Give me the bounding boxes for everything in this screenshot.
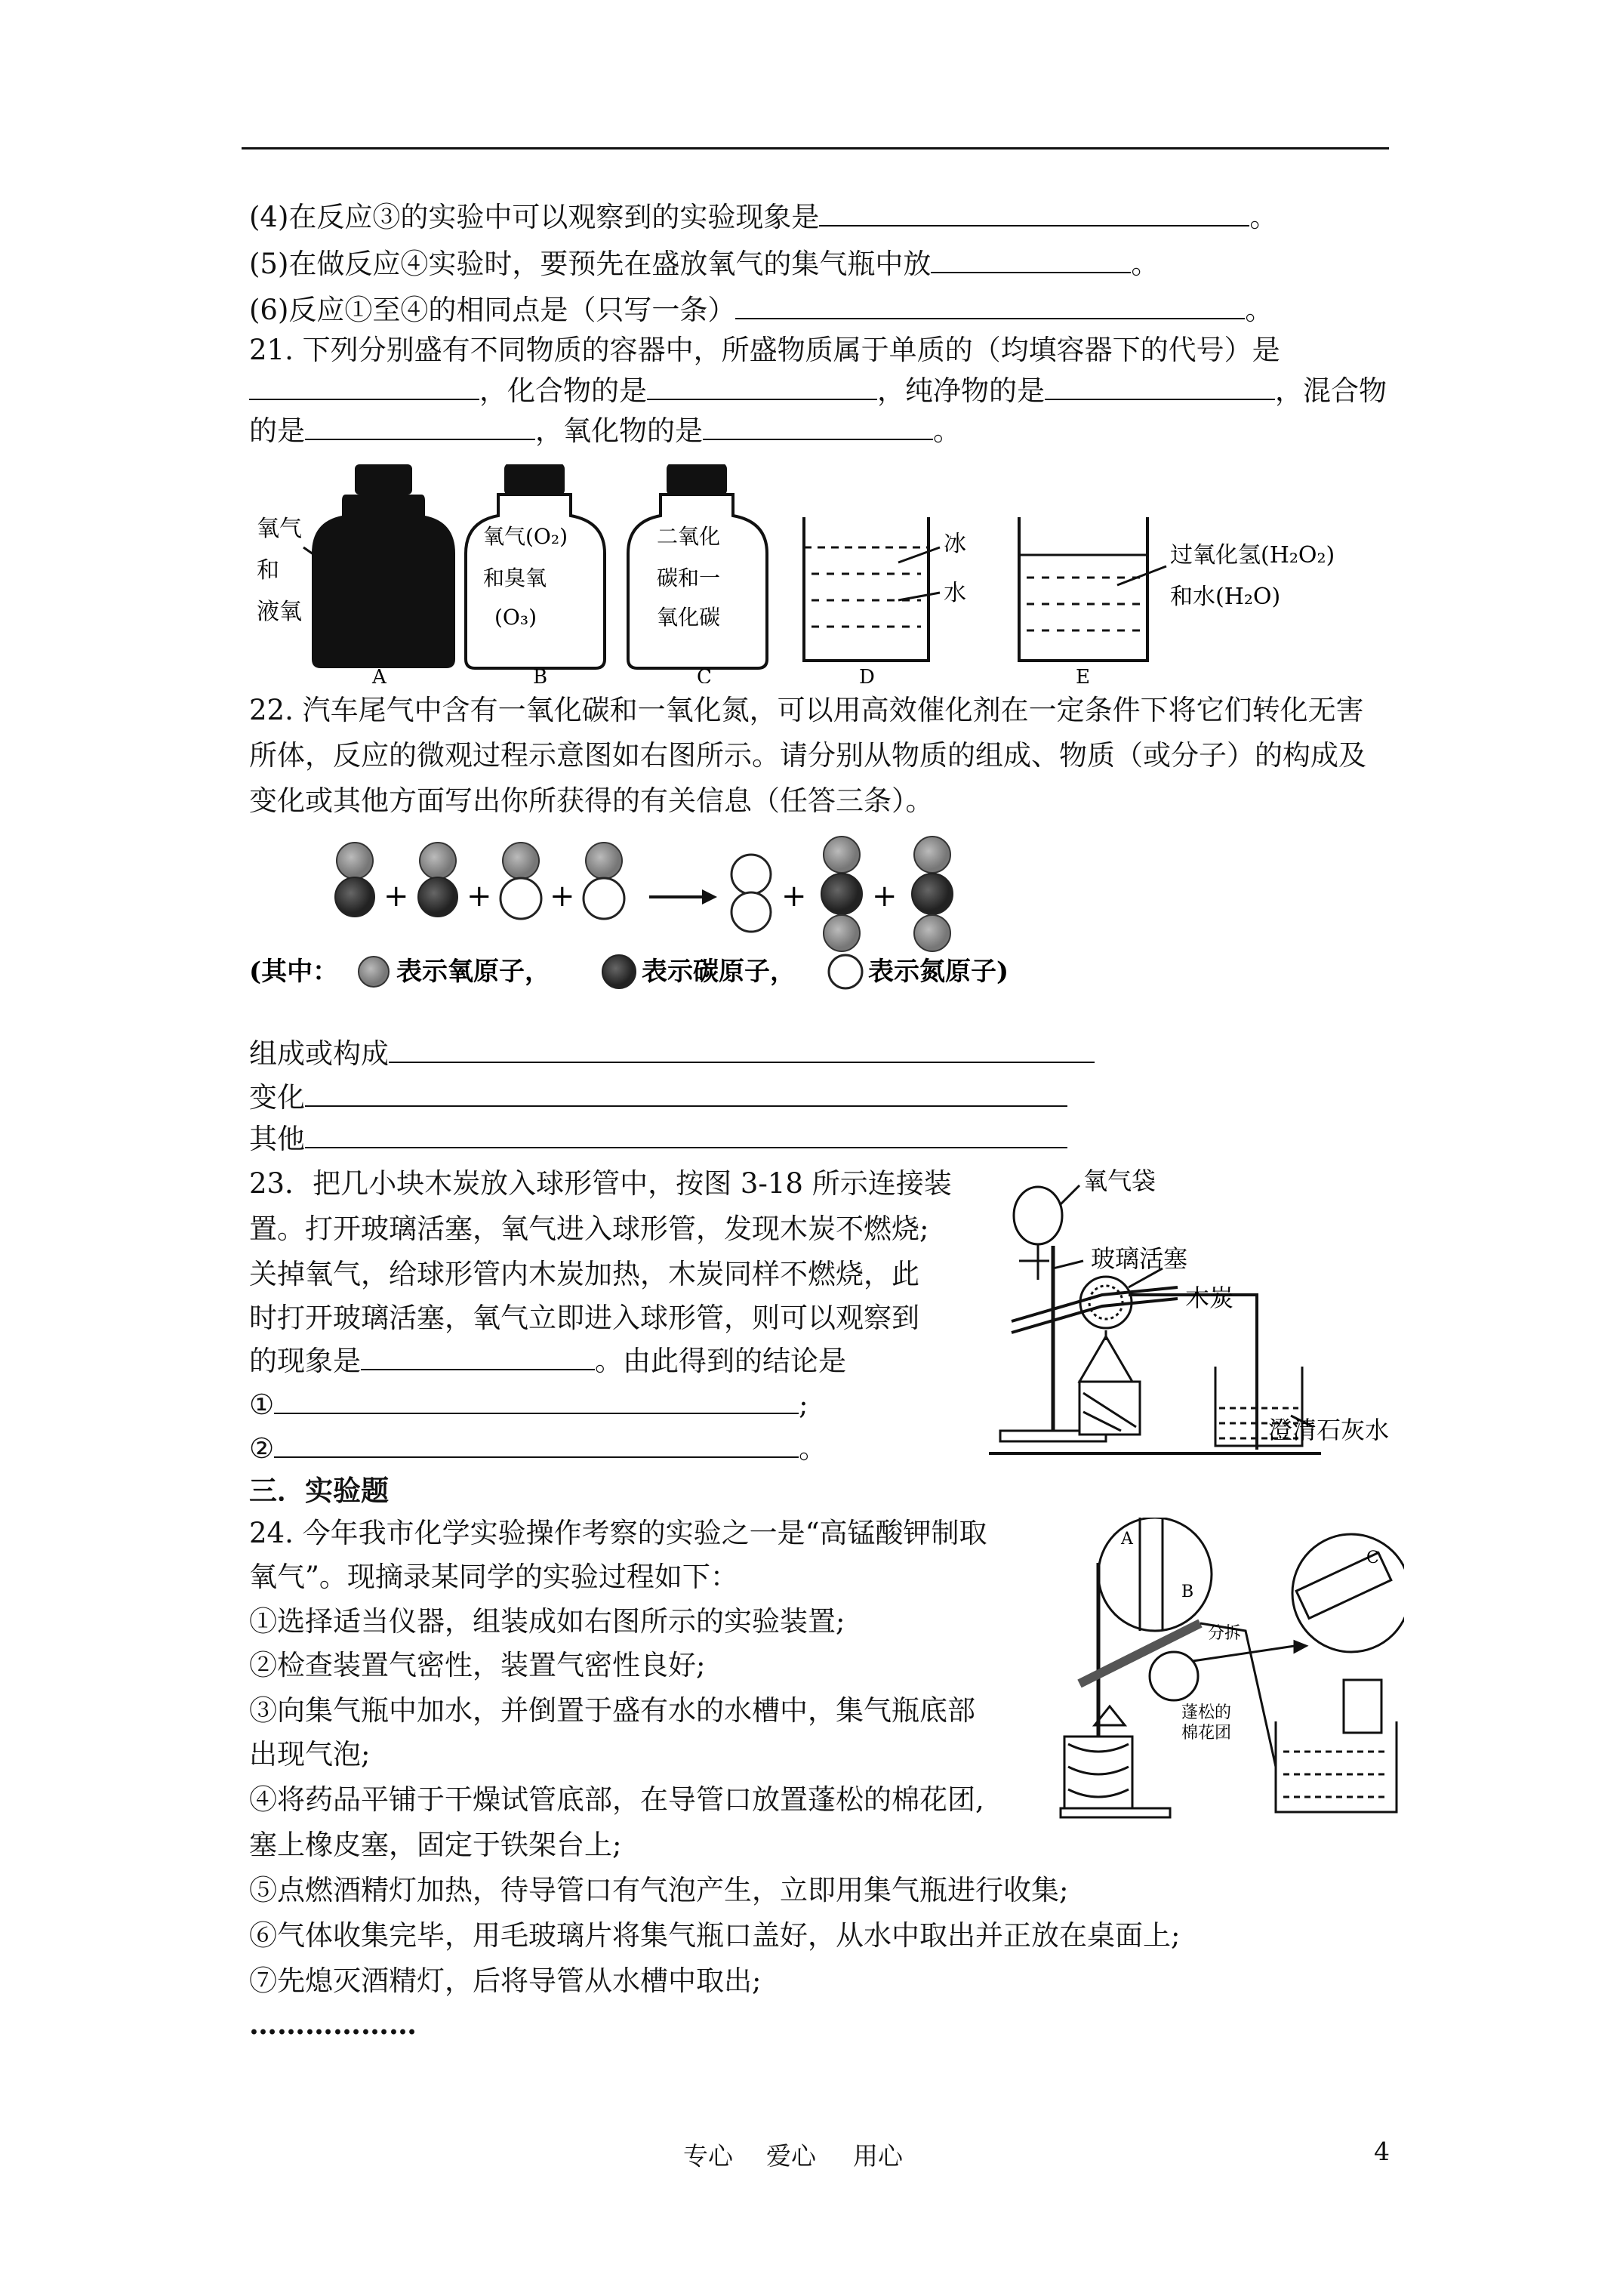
answer-blank[interactable] xyxy=(305,1120,1067,1148)
footer-motto-3: 用心 xyxy=(853,2141,903,2171)
q21-stem: 21. 下列分别盛有不同物质的容器中，所盛物质属于单质的（均填容器下的代号）是 xyxy=(249,334,1280,366)
answer-blank-compound[interactable] xyxy=(647,371,877,400)
svg-text:表示碳原子，: 表示碳原子， xyxy=(642,957,796,987)
molecule-figure xyxy=(249,831,1117,1004)
q23-line2: 置。打开玻璃活塞，氧气进入球形管，发现木炭不燃烧; xyxy=(249,1213,929,1245)
n2-molecule xyxy=(731,855,771,932)
svg-text:C: C xyxy=(697,666,712,683)
carbon-atom-legend xyxy=(602,955,636,988)
answer-blank[interactable] xyxy=(931,245,1131,273)
svg-text:二氧化: 二氧化 xyxy=(657,524,721,549)
ellipsis: ……………… xyxy=(249,2008,417,2041)
svg-text:+: + xyxy=(467,879,492,914)
svg-text:氧气袋: 氧气袋 xyxy=(1083,1166,1156,1195)
svg-text:+: + xyxy=(550,879,575,914)
q23-line4: 时打开玻璃活塞，氧气立即进入球形管，则可以观察到 xyxy=(249,1302,919,1334)
charcoal-apparatus-figure xyxy=(989,1155,1412,1465)
svg-text:液氧: 液氧 xyxy=(257,599,302,625)
bottle-a xyxy=(312,464,455,668)
q20-item-5: (5)在做反应④实验时，要预先在盛放氧气的集气瓶中放 。 xyxy=(249,245,1159,284)
q22-line2: 所体，反应的微观过程示意图如右图所示。请分别从物质的组成、物质（或分子）的构成及 xyxy=(249,739,1366,772)
q23-conclusion-2: ② 。 xyxy=(249,1429,827,1469)
svg-text:(其中：: (其中： xyxy=(249,957,339,987)
footer-motto-2: 爱心 xyxy=(766,2141,816,2171)
q22-line1: 22. 汽车尾气中含有一氧化碳和一氧化氮，可以用高效催化剂在一定条件下将它们转化无害 xyxy=(249,694,1364,726)
containers-figure xyxy=(249,464,1381,683)
svg-text:氧气: 氧气 xyxy=(257,516,302,542)
co-molecule xyxy=(418,843,457,917)
svg-text:+: + xyxy=(781,879,807,914)
q23-line3: 关掉氧气，给球形管内木炭加热，木炭同样不燃烧，此 xyxy=(249,1258,919,1290)
oxygen-atom-legend xyxy=(359,957,389,987)
q24-step3-cont: 出现气泡; xyxy=(249,1738,371,1771)
svg-text:C: C xyxy=(1366,1549,1379,1567)
svg-text:木炭: 木炭 xyxy=(1185,1284,1234,1312)
answer-blank-element[interactable] xyxy=(249,371,479,400)
co2-molecule xyxy=(912,837,953,951)
page-number: 4 xyxy=(1374,2137,1390,2166)
q24-step3: ③向集气瓶中加水，并倒置于盛有水的水槽中，集气瓶底部 xyxy=(249,1694,975,1727)
co-molecule xyxy=(335,843,374,917)
svg-text:E: E xyxy=(1076,666,1090,683)
q24-step4-cont: 塞上橡皮塞，固定于铁架台上; xyxy=(249,1829,622,1861)
answer-blank[interactable] xyxy=(735,291,1245,319)
answer-blank-oxide[interactable] xyxy=(703,411,933,440)
svg-text:+: + xyxy=(383,879,409,914)
footer-motto-1: 专心 xyxy=(683,2141,733,2171)
q24-step7: ⑦先熄灭酒精灯，后将导管从水槽中取出; xyxy=(249,1965,762,1997)
q23-line1: 23．把几小块木炭放入球形管中，按图 3-18 所示连接装 xyxy=(249,1167,952,1200)
svg-text:氧化碳: 氧化碳 xyxy=(657,605,721,630)
svg-text:B: B xyxy=(533,666,548,683)
svg-text:和水(H₂O): 和水(H₂O) xyxy=(1170,584,1281,610)
svg-text:和臭氧: 和臭氧 xyxy=(483,566,547,590)
co2-molecule xyxy=(821,837,862,951)
q24-step6: ⑥气体收集完毕，用毛玻璃片将集气瓶口盖好，从水中取出并正放在桌面上; xyxy=(249,1919,1181,1952)
svg-text:碳和一: 碳和一 xyxy=(657,566,721,590)
svg-text:A: A xyxy=(372,666,387,683)
answer-blank[interactable] xyxy=(274,1385,799,1414)
answer-blank-mixture[interactable] xyxy=(305,411,535,440)
svg-text:水: 水 xyxy=(944,580,966,606)
svg-text:表示氧原子，: 表示氧原子， xyxy=(396,957,550,987)
svg-text:A: A xyxy=(1121,1530,1133,1549)
answer-blank[interactable] xyxy=(361,1342,595,1370)
q22-answer-composition: 组成或构成 xyxy=(249,1034,1095,1074)
svg-text:澄清石灰水: 澄清石灰水 xyxy=(1268,1416,1390,1444)
answer-blank[interactable] xyxy=(819,198,1249,227)
svg-text:D: D xyxy=(859,666,875,683)
q20-item-4: (4)在反应③的实验中可以观察到的实验现象是 。 xyxy=(249,198,1277,237)
q22-answer-other: 其他 xyxy=(249,1120,1067,1159)
q24-step5: ⑤点燃酒精灯加热，待导管口有气泡产生，立即用集气瓶进行收集; xyxy=(249,1874,1069,1906)
answer-blank[interactable] xyxy=(274,1429,799,1458)
svg-text:过氧化氢(H₂O₂): 过氧化氢(H₂O₂) xyxy=(1170,542,1335,569)
q24-step1: ①选择适当仪器，组装成如右图所示的实验装置; xyxy=(249,1605,845,1638)
svg-text:(O₃): (O₃) xyxy=(494,605,537,630)
svg-text:氧气(O₂): 氧气(O₂) xyxy=(483,524,568,549)
beaker-d xyxy=(804,517,940,661)
no-molecule xyxy=(500,843,541,919)
answer-blank[interactable] xyxy=(305,1078,1067,1107)
svg-text:表示氮原子): 表示氮原子) xyxy=(868,957,1009,987)
q21-line3: 的是 ，氧化物的是 。 xyxy=(249,411,961,451)
q24-step2: ②检查装置气密性，装置气密性良好; xyxy=(249,1649,706,1681)
svg-text:分拆: 分拆 xyxy=(1208,1624,1242,1643)
q22-answer-change: 变化 xyxy=(249,1078,1067,1117)
answer-blank[interactable] xyxy=(389,1034,1095,1063)
svg-text:玻璃活塞: 玻璃活塞 xyxy=(1091,1244,1188,1273)
no-molecule xyxy=(584,843,624,919)
q23-line5: 的现象是 。由此得到的结论是 xyxy=(249,1342,846,1381)
svg-text:B: B xyxy=(1181,1583,1194,1601)
svg-text:蓬松的: 蓬松的 xyxy=(1181,1703,1232,1722)
answer-blank-pure[interactable] xyxy=(1045,371,1275,400)
nitrogen-atom-legend xyxy=(829,955,862,988)
svg-text:和: 和 xyxy=(257,557,279,584)
svg-text:棉花团: 棉花团 xyxy=(1181,1724,1232,1743)
q20-item-6: (6)反应①至④的相同点是（只写一条） 。 xyxy=(249,291,1273,330)
kmno4-apparatus-figure xyxy=(1049,1518,1404,1827)
section-title: 三．实验题 xyxy=(249,1474,389,1507)
q24-step4: ④将药品平铺于干燥试管底部，在导管口放置蓬松的棉花团, xyxy=(249,1783,984,1816)
header-rule xyxy=(242,147,1389,149)
svg-text:冰: 冰 xyxy=(944,531,966,557)
svg-text:+: + xyxy=(872,879,898,914)
q21-line2: ，化合物的是 ，纯净物的是 ，混合物 xyxy=(249,371,1387,411)
q23-conclusion-1: ① ; xyxy=(249,1385,808,1425)
q22-line3: 变化或其他方面写出你所获得的有关信息（任答三条）。 xyxy=(249,784,934,817)
beaker-e xyxy=(1019,517,1166,661)
q24-line2: 氧气”。现摘录某同学的实验过程如下： xyxy=(249,1561,738,1593)
oxygen-bag xyxy=(1014,1187,1062,1244)
q24-line1: 24. 今年我市化学实验操作考察的实验之一是“高锰酸钾制取 xyxy=(249,1517,987,1549)
